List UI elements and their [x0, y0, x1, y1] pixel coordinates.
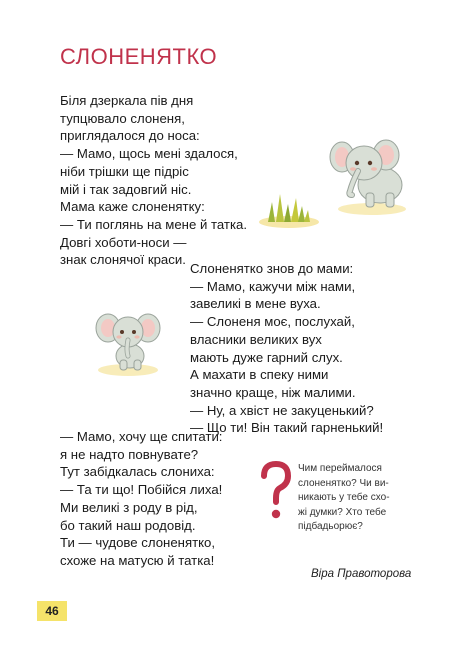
poem-line: я не надто повнувате?	[60, 446, 199, 462]
page-number: 46	[45, 604, 59, 618]
poem-line: мій і так задовгий ніс.	[60, 181, 192, 197]
elephant-illustration	[322, 135, 418, 217]
poem-line: приглядалося до носа:	[60, 128, 200, 144]
poem-line: — Ти поглянь на мене й татка.	[60, 216, 248, 232]
poem-line: ніби трішки ще підріс	[60, 163, 189, 179]
poem-line: власники великих вух	[190, 331, 322, 347]
poem-line: знак слонячої краси.	[60, 252, 186, 268]
poem-line: мають дуже гарний слух.	[190, 349, 343, 365]
poem-line: А махати в спеку ними	[190, 367, 329, 383]
question-line: жі думки? Хто тебе	[298, 506, 387, 518]
page-number-badge	[37, 601, 67, 621]
poem-line: завеликі в мене вуха.	[190, 296, 321, 312]
poem-title: СЛОНЕНЯТКО	[60, 44, 218, 69]
poem-line: Ти — чудове слоненятко,	[60, 535, 216, 551]
question-line: Чим переймалося	[298, 463, 382, 474]
poem-line: значно краще, ніж малими.	[190, 384, 356, 400]
question-line: никають у тебе схо-	[298, 492, 390, 504]
poem-line: — Та ти що! Побійся лиха!	[60, 482, 223, 498]
poem-line: бо такий наш родовід.	[60, 517, 196, 533]
poem-line: — Слоненя моє, послухай,	[190, 314, 355, 330]
discussion-question	[298, 462, 390, 535]
poem-stanza-3	[60, 428, 222, 570]
poem-stanza-2	[190, 260, 383, 437]
poem-line: схоже на матусю й татка!	[60, 552, 215, 568]
poem-line: Довгі хоботи-носи —	[60, 234, 187, 250]
question-line: слоненятко? Чи ви-	[298, 477, 389, 489]
poem-stanza-1	[60, 92, 247, 269]
poem-line: Ми великі з роду в рід,	[60, 499, 198, 515]
question-line: підбадьорює?	[298, 521, 363, 533]
poem-line: — Мамо, хочу ще спитати:	[60, 429, 223, 444]
poem-line: Тут забідкалась слониха:	[60, 464, 215, 480]
poem-line: — Що ти! Він такий гарненький!	[190, 420, 384, 436]
grass-illustration	[258, 188, 320, 230]
poem-line: Слоненятко знов до мами:	[190, 261, 354, 276]
elephant-illustration	[90, 306, 168, 378]
question-mark-icon	[258, 460, 294, 522]
poem-line: — Мамо, кажучи між нами,	[190, 278, 356, 294]
poem-line: — Мамо, щось мені здалося,	[60, 146, 238, 162]
author-name: Віра Правоторова	[311, 568, 412, 580]
poem-line: — Ну, а хвіст не закуценький?	[190, 402, 374, 418]
poem-line: тупцювало слоненя,	[60, 110, 185, 126]
poem-line: Мама каже слоненятку:	[60, 199, 205, 215]
poem-line: Біля дзеркала пів дня	[60, 93, 194, 108]
